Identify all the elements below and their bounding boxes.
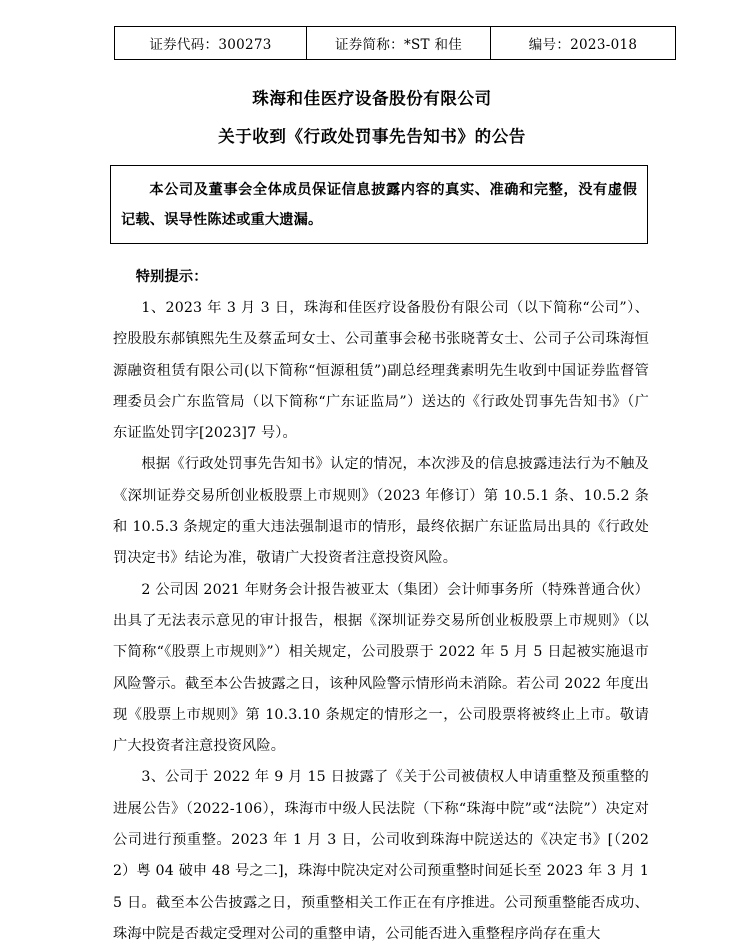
security-code-cell: 证券代码：300273 <box>115 27 307 60</box>
disclaimer-box <box>110 165 648 244</box>
security-info-table <box>114 26 676 60</box>
announcement-number-cell: 编号：2023-018 <box>491 27 676 60</box>
company-name-title: 珠海和佳医疗设备股份有限公司 <box>252 89 492 108</box>
special-notice-label: 特别提示： <box>135 269 208 285</box>
paragraph-item-1: 1、2023 年 3 月 3 日，珠海和佳医疗设备股份有限公司（以下简称“公司”）、控股股东郝镇熙先生及蔡孟珂女士、公司董事会秘书张晓菁女士、公司子公司珠海恒源融资租赁有限公司(以下简称“恒源租赁”)副总经理龚素明先生收到中国证券监督管理委员会广东监管局（以下简称“广东证监局”）送达的《行政处罚事先告知书》（广东证监处罚字[2023]7 号）。 <box>113 300 649 442</box>
paragraph-item-2: 2 公司因 2021 年财务会计报告被亚太（集团）会计师事务所（特殊普通合伙）出具了无法表示意见的审计报告，根据《深圳证券交易所创业板股票上市规则》（以下简称“《股票上市规则》”）相关规定，公司股票于 2022 年 5 月 5 日起被实施退市风险警示。截至本公告披露之日，该种风险警示情形尚未消除。若公司 2022 年度出现《股票上市规则》第 10.3.10 条规定的情形之一，公司股票将被终止上市。敬请广大投资者注意投资风险。 <box>113 581 649 755</box>
document-body <box>113 262 649 950</box>
announcement-subject-title: 关于收到《行政处罚事先告知书》的公告 <box>218 127 526 146</box>
disclaimer-text: 本公司及董事会全体成员保证信息披露内容的真实、准确和完整，没有虚假记载、误导性陈述或重大遗漏。 <box>121 182 637 228</box>
document-title-block <box>0 80 744 156</box>
table-row <box>115 27 676 60</box>
paragraph-item-1-continued: 根据《行政处罚事先告知书》认定的情况，本次涉及的信息披露违法行为不触及《深圳证券交易所创业板股票上市规则》（2023 年修订）第 10.5.1 条、10.5.2 条和 10.5.3 条规定的重大违法强制退市的情形，最终依据广东证监局出具的《行政处罚决定书》结论为准，敬请广大投资者注意投资风险。 <box>113 456 649 567</box>
security-short-name-cell: 证券简称：*ST 和佳 <box>307 27 491 60</box>
paragraph-item-3: 3、公司于 2022 年 9 月 15 日披露了《关于公司被债权人申请重整及预重整的进展公告》（2022-106），珠海市中级人民法院（下称“珠海中院”或“法院”）决定对公司进行预重整。2023 年 1 月 3 日，公司收到珠海中院送达的《决定书》[（2022）粤 04 破申 48 号之二]，珠海中院决定对公司预重整时间延长至 2023 年 3 月 15 日。截至本公告披露之日，预重整相关工作正在有序推进。公司预重整能否成功、珠海中院是否裁定受理对公司的重整申请，公司能否进入重整程序尚存在重大 <box>113 769 649 942</box>
